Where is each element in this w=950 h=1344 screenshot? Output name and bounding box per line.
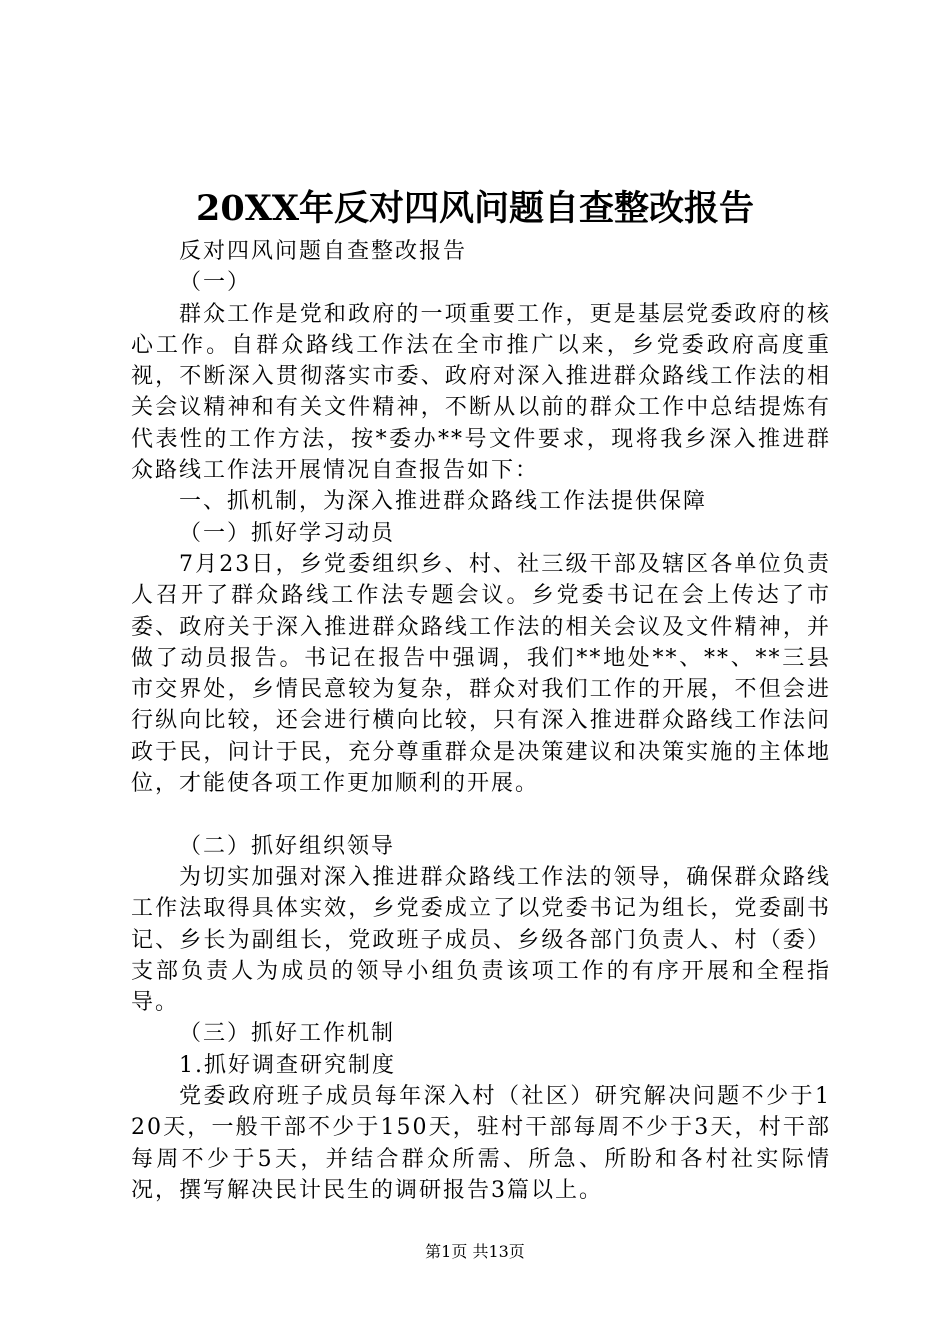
page-footer: 第1页 共13页 — [425, 1242, 525, 1261]
subsection-heading: （三）抓好工作机制 — [179, 1021, 396, 1047]
subsection-heading: （二）抓好组织领导 — [179, 833, 396, 859]
document-title: 20XX年反对四风问题自查整改报告 — [195, 188, 755, 229]
body-paragraph: 党委政府班子成员每年深入村（社区）研究解决问题不少于120天，一般干部不少于150天，驻村干部每周不少于3天，村干部每周不少于5天，并结合群众所需、所急、所盼和各村社实际情况，撰写解决民计民生的调研报告3篇以上。 — [131, 1084, 831, 1203]
document-body — [131, 236, 831, 1206]
subsection-heading: （一）抓好学习动员 — [179, 520, 396, 546]
subtitle-paragraph: 反对四风问题自查整改报告 — [179, 239, 468, 264]
paragraph-spacer — [131, 799, 831, 830]
body-paragraph: 7月23日，乡党委组织乡、村、社三级干部及辖区各单位负责人召开了群众路线工作法专题会议。乡党委书记在会上传达了市委、政府关于深入推进群众路线工作法的相关会议及文件精神，并做了动员报告。书记在报告中强调，我们**地处**、**、**三县市交界处，乡情民意较为复杂，群众对我们工作的开展，不但会进行纵向比较，还会进行横向比较，只有深入推进群众路线工作法问政于民，问计于民，充分尊重群众是决策建议和决策实施的主体地位，才能使各项工作更加顺利的开展。 — [131, 551, 831, 797]
item-heading: 1.抓好调查研究制度 — [179, 1052, 396, 1078]
body-paragraph: 群众工作是党和政府的一项重要工作，更是基层党委政府的核心工作。自群众路线工作法在全市推广以来，乡党委政府高度重视，不断深入贯彻落实市委、政府对深入推进群众路线工作法的相关会议精神和有关文件精神，不断从以前的群众工作中总结提炼有代表性的工作方法，按*委办**号文件要求，现将我乡深入推进群众路线工作法开展情况自查报告如下： — [131, 301, 831, 484]
body-paragraph: 为切实加强对深入推进群众路线工作法的领导，确保群众路线工作法取得具体实效，乡党委成立了以党委书记为组长，党委副书记、乡长为副组长，党政班子成员、乡级各部门负责人、村（委）支部负责人为成员的领导小组负责该项工作的有序开展和全程指导。 — [131, 864, 831, 1016]
section-heading: 一、抓机制，为深入推进群众路线工作法提供保障 — [179, 489, 708, 515]
section-marker: （一） — [179, 270, 252, 296]
